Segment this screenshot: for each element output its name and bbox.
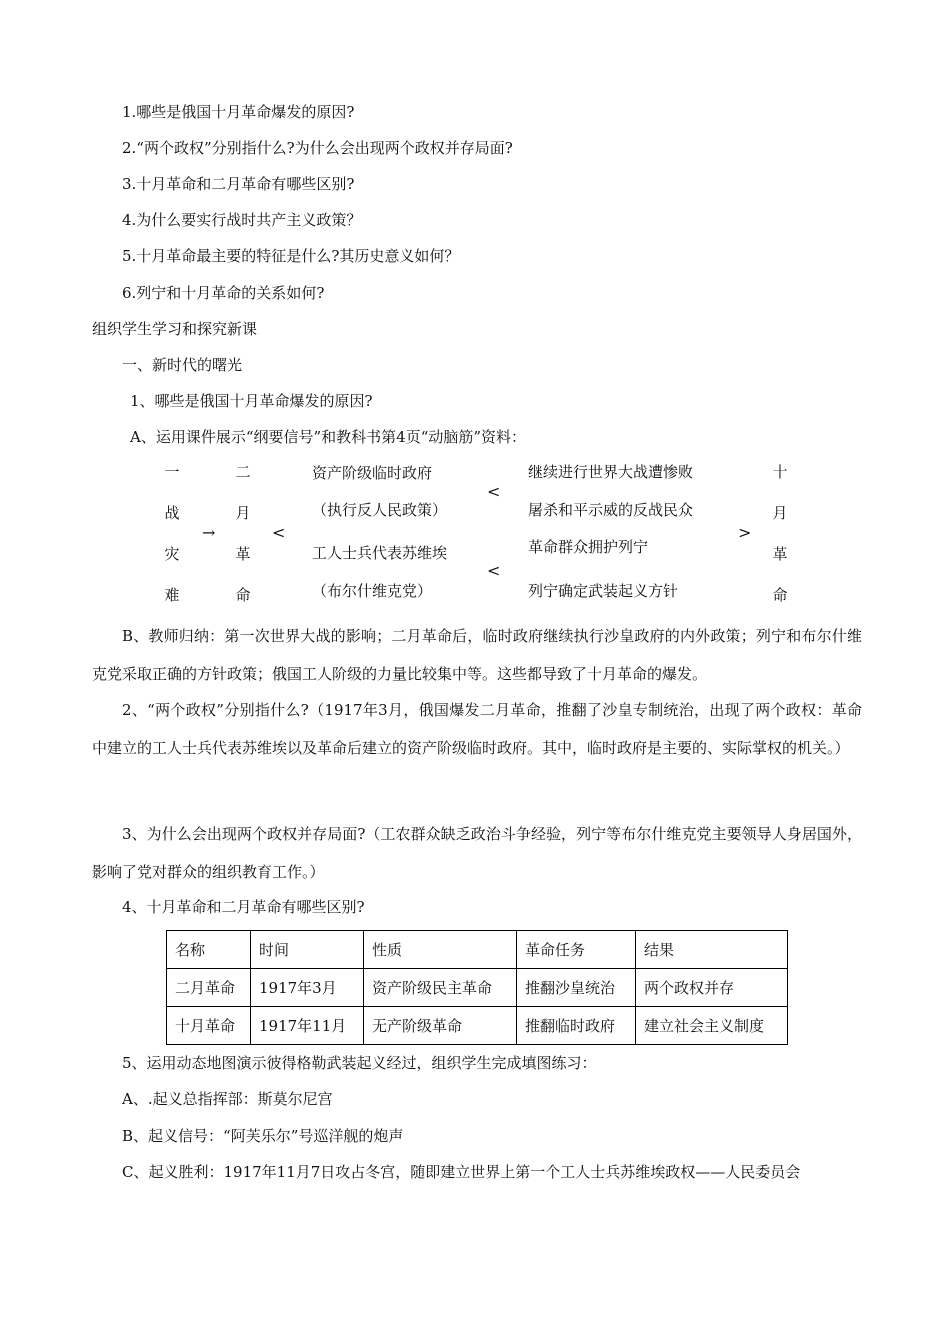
question-5: 5.十月革命最主要的特征是什么?其历史意义如何？ xyxy=(122,247,460,265)
subheading-q5: 5、运用动态地图演示彼得格勒武装起义经过，组织学生完成填图练习： xyxy=(122,1054,597,1072)
diagram-char: 革 xyxy=(772,545,788,563)
table-cell: 十月革命 xyxy=(167,1007,251,1045)
table-cell: 推翻临时政府 xyxy=(517,1007,636,1045)
diagram-right-3: 革命群众拥护列宁 xyxy=(528,538,649,556)
paragraph-2: 2、“两个政权”分别指什么?（1917年3月，俄国爆发二月革命，推翻了沙皇专制统治，出现了两个政权：革命中建立的工人士兵代表苏维埃以及革命后建立的资产阶级临时政府。其中，临时政府是主要的、实际掌权的机关。） xyxy=(92,701,862,757)
diagram-char: 战 xyxy=(164,504,180,522)
diagram-mid-1: 资产阶级临时政府 xyxy=(312,464,433,482)
table-header-cell: 结果 xyxy=(636,931,788,969)
table-header-row xyxy=(167,931,788,969)
table-cell: 1917年11月 xyxy=(251,1007,364,1045)
diagram-char: 月 xyxy=(235,504,251,522)
diagram-char: 命 xyxy=(772,586,788,604)
item-5b: B、起义信号：“阿芙乐尔”号巡洋舰的炮声 xyxy=(122,1127,404,1145)
question-3: 3.十月革命和二月革命有哪些区别? xyxy=(122,175,355,193)
table-header-cell: 名称 xyxy=(167,931,251,969)
diagram-char: 革 xyxy=(235,545,251,563)
less-than-symbol: < xyxy=(487,482,501,501)
diagram-mid-2: （执行反人民政策） xyxy=(312,501,448,519)
table-cell: 二月革命 xyxy=(167,969,251,1007)
table-cell: 两个政权并存 xyxy=(636,969,788,1007)
table-header-cell: 革命任务 xyxy=(517,931,636,969)
subheading-q1: 1、哪些是俄国十月革命爆发的原因? xyxy=(130,392,373,410)
table-cell: 无产阶级革命 xyxy=(364,1007,517,1045)
paragraph-3: 3、为什么会出现两个政权并存局面?（工农群众缺乏政治斗争经验，列宁等布尔什维克党主要领导人身居国外，影响了党对群众的组织教育工作。） xyxy=(92,825,862,881)
question-4: 4.为什么要实行战时共产主义政策？ xyxy=(122,211,362,229)
diagram-char: 一 xyxy=(164,463,180,481)
item-5c: C、起义胜利：1917年11月7日攻占冬宫，随即建立世界上第一个工人士兵苏维埃政权——人民委员会 xyxy=(122,1163,801,1181)
table-cell: 资产阶级民主革命 xyxy=(364,969,517,1007)
diagram-mid-3: 工人士兵代表苏维埃 xyxy=(312,544,448,562)
question-1: 1.哪些是俄国十月革命爆发的原因? xyxy=(122,103,355,121)
diagram-char: 命 xyxy=(235,586,251,604)
less-than-symbol: < xyxy=(487,561,501,580)
question-6: 6.列宁和十月革命的关系如何? xyxy=(122,284,325,302)
diagram-char: 月 xyxy=(772,504,788,522)
diagram-col-oct-revolution xyxy=(770,452,790,616)
table-row xyxy=(167,1007,788,1045)
diagram-right-2: 屠杀和平示威的反战民众 xyxy=(528,501,694,519)
table-header-cell: 性质 xyxy=(364,931,517,969)
greater-than-symbol: > xyxy=(738,523,752,542)
less-than-symbol: < xyxy=(272,523,286,542)
arrow-right-icon: → xyxy=(202,523,216,542)
comparison-table xyxy=(166,930,788,1045)
table-header-cell: 时间 xyxy=(251,931,364,969)
item-5a: A、.起义总指挥部：斯莫尔尼宫 xyxy=(122,1090,333,1108)
diagram-mid-4: （布尔什维克党） xyxy=(312,582,433,600)
paragraph-b: B、教师归纳：第一次世界大战的影响；二月革命后，临时政府继续执行沙皇政府的内外政策；列宁和布尔什维克党采取正确的方针政策；俄国工人阶级的力量比较集中等。这些都导致了十月革命的爆发。 xyxy=(92,627,862,683)
item-a: A、运用课件展示“纲要信号”和教科书第4页“动脑筋”资料： xyxy=(130,428,527,446)
part-title: 一、新时代的曙光 xyxy=(122,356,243,374)
diagram-char: 二 xyxy=(235,463,251,481)
table-row xyxy=(167,969,788,1007)
subheading-q4: 4、十月革命和二月革命有哪些区别? xyxy=(122,898,365,916)
table-cell: 建立社会主义制度 xyxy=(636,1007,788,1045)
table-cell: 1917年3月 xyxy=(251,969,364,1007)
diagram-col-feb-revolution xyxy=(233,452,253,616)
diagram-char: 十 xyxy=(772,463,788,481)
diagram-char: 灾 xyxy=(164,545,180,563)
table-cell: 推翻沙皇统治 xyxy=(517,969,636,1007)
question-2: 2.“两个政权”分别指什么?为什么会出现两个政权并存局面? xyxy=(122,139,513,157)
diagram-right-4: 列宁确定武装起义方针 xyxy=(528,582,679,600)
diagram-char: 难 xyxy=(164,586,180,604)
section-title: 组织学生学习和探究新课 xyxy=(92,320,258,338)
diagram-col-ww1 xyxy=(162,452,182,616)
diagram-right-1: 继续进行世界大战遭惨败 xyxy=(528,463,694,481)
